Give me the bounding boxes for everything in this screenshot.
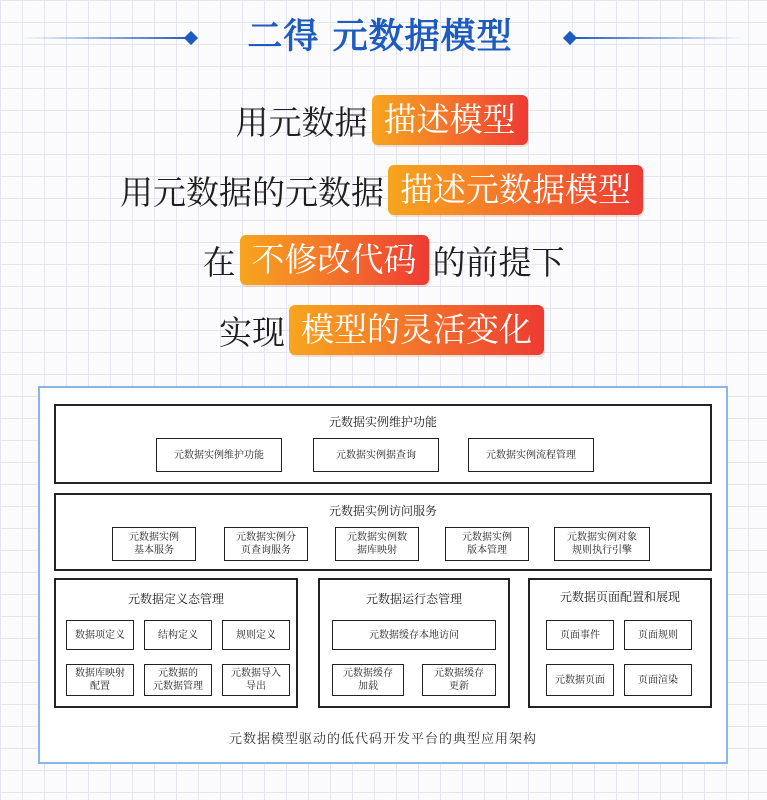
statement-line-3 — [0, 232, 767, 288]
module-box: 元数据实例数 据库映射 — [335, 527, 419, 561]
module-box: 数据项定义 — [66, 620, 134, 650]
module-box: 元数据缓存 加载 — [332, 664, 404, 696]
layer-title: 元数据页面配置和展现 — [559, 590, 680, 604]
title-decor-line-left — [20, 37, 192, 39]
statement-text: 用元数据 — [235, 102, 368, 142]
module-box: 元数据的 元数据管理 — [144, 664, 212, 696]
module-box: 页面渲染 — [624, 664, 692, 696]
module-box: 元数据缓存 更新 — [422, 664, 496, 696]
module-box: 元数据实例据查询 — [313, 438, 439, 472]
statement-line-4 — [0, 302, 767, 358]
module-box: 元数据实例流程管理 — [468, 438, 594, 472]
module-box: 页面事件 — [546, 620, 614, 650]
highlight-badge: 不修改代码 — [240, 235, 429, 285]
module-box: 元数据导入 导出 — [222, 664, 290, 696]
highlight-badge: 描述元数据模型 — [388, 165, 643, 215]
module-box: 规则定义 — [222, 620, 290, 650]
layer-title: 元数据实例访问服务 — [328, 504, 437, 518]
layer-title: 元数据运行态管理 — [365, 592, 462, 606]
define-layer — [54, 578, 298, 708]
architecture-diagram — [38, 386, 728, 764]
module-box: 元数据实例 基本服务 — [112, 527, 196, 561]
module-box: 元数据页面 — [546, 664, 614, 696]
module-box: 元数据缓存本地访问 — [332, 620, 496, 650]
module-box: 元数据实例分 页查询服务 — [224, 527, 308, 561]
statement-line-1 — [0, 92, 767, 148]
diagram-caption: 元数据模型驱动的低代码开发平台的典型应用架构 — [228, 732, 537, 747]
layer-title: 元数据定义态管理 — [127, 592, 224, 606]
module-box: 元数据实例对象 规则执行引擎 — [554, 527, 650, 561]
module-box: 元数据实例 版本管理 — [445, 527, 529, 561]
statement-line-2 — [0, 162, 767, 218]
statement-text: 的前提下 — [432, 242, 565, 282]
module-box: 数据库映射 配置 — [66, 664, 134, 696]
access-layer — [54, 493, 712, 571]
layer-title: 元数据实例维护功能 — [328, 415, 437, 429]
module-box: 元数据实例维护功能 — [156, 438, 282, 472]
statement-text: 实现 — [219, 312, 285, 352]
highlight-badge: 模型的灵活变化 — [289, 305, 544, 355]
diamond-icon — [184, 31, 198, 45]
runtime-layer — [318, 578, 510, 708]
maintain-layer — [54, 404, 712, 484]
module-box: 页面规则 — [624, 620, 692, 650]
page-layer — [528, 578, 712, 708]
statement-text: 用元数据的元数据 — [120, 172, 384, 212]
highlight-badge: 描述模型 — [372, 95, 528, 145]
statement-text: 在 — [202, 242, 236, 282]
page-title: 二得 元数据模型 — [247, 17, 513, 57]
title-row — [0, 14, 767, 60]
title-decor-line-right — [572, 37, 744, 39]
module-box: 结构定义 — [144, 620, 212, 650]
